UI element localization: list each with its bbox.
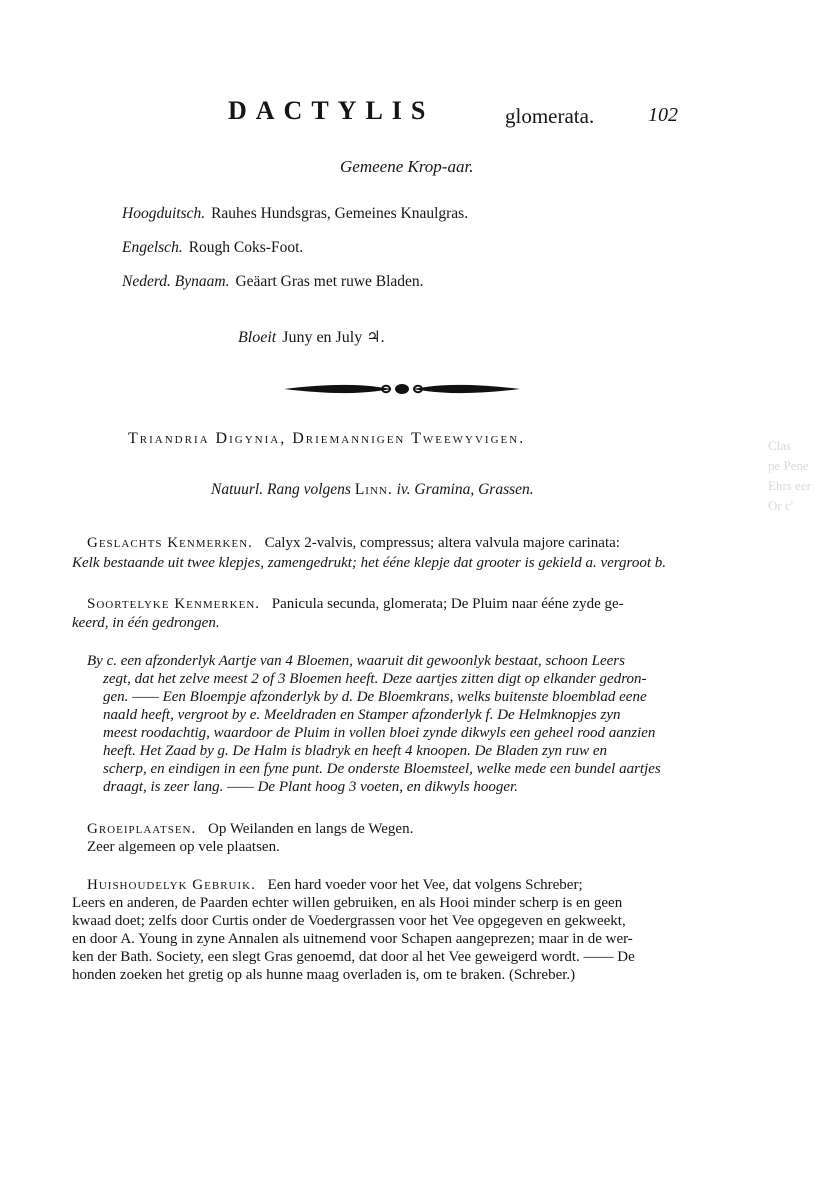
natural-rank bbox=[211, 481, 534, 499]
species-name: glomerata. bbox=[505, 104, 595, 128]
genus-char-line bbox=[87, 534, 620, 552]
habitat-text-2: Zeer algemeen op vele plaatsen. bbox=[87, 839, 280, 855]
synonym-label: Hoogduitsch. bbox=[122, 205, 206, 222]
linnaean-classification: Triandria Digynia, Driemannigen Tweewyvigen. bbox=[128, 430, 526, 447]
habitat-text: Op Weilanden en langs de Wegen. bbox=[208, 821, 414, 837]
bleed-through: Clas pe Pene Ehrs eer Or c' bbox=[768, 438, 811, 513]
natural-rank-rest: iv. Gramina, Grassen. bbox=[396, 481, 534, 498]
use-line bbox=[87, 876, 583, 894]
use-heading: Huishoudelyk Gebruik. bbox=[87, 877, 256, 893]
synonym-dutch bbox=[122, 273, 424, 291]
synonym-german bbox=[122, 205, 468, 223]
use-text-line: en door A. Young in zyne Annalen als uitnemend voor Schapen aangeprezen; maar in de wer- bbox=[72, 931, 633, 947]
use-text-line: kwaad doet; zelfs door Curtis onder de Voedergrassen voor het Vee opgegeven en gekweekt, bbox=[72, 913, 626, 929]
species-char-text-2: keerd, in één gedrongen. bbox=[72, 615, 220, 631]
use-text-line: Leers en anderen, de Paarden echter willen gebruiken, en als Hooi minder scherp is en geen bbox=[72, 895, 623, 911]
description-line: meest roodachtig, waardoor de Pluim in vollen bloei zynde dikwyls een geheel rood aanzien bbox=[103, 725, 656, 741]
flowering-text: Juny en July ♃. bbox=[282, 329, 385, 346]
description-line: heeft. Het Zaad by g. De Halm is bladryk en heeft 4 knoopen. De Bladen zyn ruw en bbox=[103, 743, 608, 759]
description-line: scherp, en eindigen in een fyne punt. De onderste Bloemsteel, welke mede een bundel aartjes bbox=[103, 761, 661, 777]
page-number: 102 bbox=[648, 104, 678, 126]
synonym-english bbox=[122, 239, 303, 257]
genus-char-dutch: Kelk bestaande uit twee klepjes, zamengedrukt; het ééne klepje dat grooter is gekield a. vergroot b. bbox=[72, 555, 666, 571]
natural-rank-author: Linn. bbox=[354, 481, 393, 498]
species-char-text: Panicula secunda, glomerata; De Pluim naar ééne zyde ge- bbox=[271, 596, 624, 612]
habitat-line bbox=[87, 820, 413, 838]
genus-char-heading: Geslachts Kenmerken. bbox=[87, 535, 253, 551]
use-text: Een hard voeder voor het Vee, dat volgens Schreber; bbox=[267, 877, 583, 893]
species-char-line bbox=[87, 595, 624, 613]
synonym-text: Geäart Gras met ruwe Bladen. bbox=[235, 273, 424, 290]
description-line: By c. een afzonderlyk Aartje van 4 Bloemen, waaruit dit gewoonlyk bestaat, schoon Leers bbox=[87, 653, 625, 669]
synonym-label: Engelsch. bbox=[122, 239, 183, 256]
use-text-line: honden zoeken het gretig op als hunne maag overladen is, om te braken. (Schreber.) bbox=[72, 967, 576, 983]
genus-title: DACTYLIS bbox=[228, 96, 435, 125]
species-char-heading: Soortelyke Kenmerken. bbox=[87, 596, 261, 612]
habitat-heading: Groeiplaatsen. bbox=[87, 821, 197, 837]
description-line: zegt, dat het zelve meest 2 of 3 Bloemen heeft. Deze aartjes zitten digt op elkander gedron- bbox=[103, 671, 647, 687]
flowering-label: Bloeit bbox=[238, 329, 277, 346]
synonym-label: Nederd. Bynaam. bbox=[122, 273, 230, 290]
description-line: draagt, is zeer lang. —— De Plant hoog 3 voeten, en dikwyls hooger. bbox=[103, 779, 518, 795]
description-line: gen. —— Een Bloempje afzonderlyk by d. De Bloemkrans, welks buitenste bloemblad eene bbox=[103, 689, 647, 705]
common-name: Gemeene Krop-aar. bbox=[340, 157, 474, 176]
genus-char-latin: Calyx 2-valvis, compressus; altera valvula majore carinata: bbox=[264, 535, 620, 551]
use-text-line: ken der Bath. Society, een slegt Gras genoemd, dat door al het Vee geweigerd wordt. —— De bbox=[72, 949, 635, 965]
synonym-text: Rough Coks-Foot. bbox=[188, 239, 304, 256]
synonym-text: Rauhes Hundsgras, Gemeines Knaulgras. bbox=[211, 205, 469, 222]
natural-rank-prefix: Natuurl. Rang volgens bbox=[211, 481, 351, 498]
ornamental-divider bbox=[282, 378, 522, 400]
flowering-period bbox=[238, 327, 385, 347]
description-line: naald heeft, vergroot by e. Meeldraden en Stamper afzonderlyk f. De Helmknopjes zyn bbox=[103, 707, 621, 723]
